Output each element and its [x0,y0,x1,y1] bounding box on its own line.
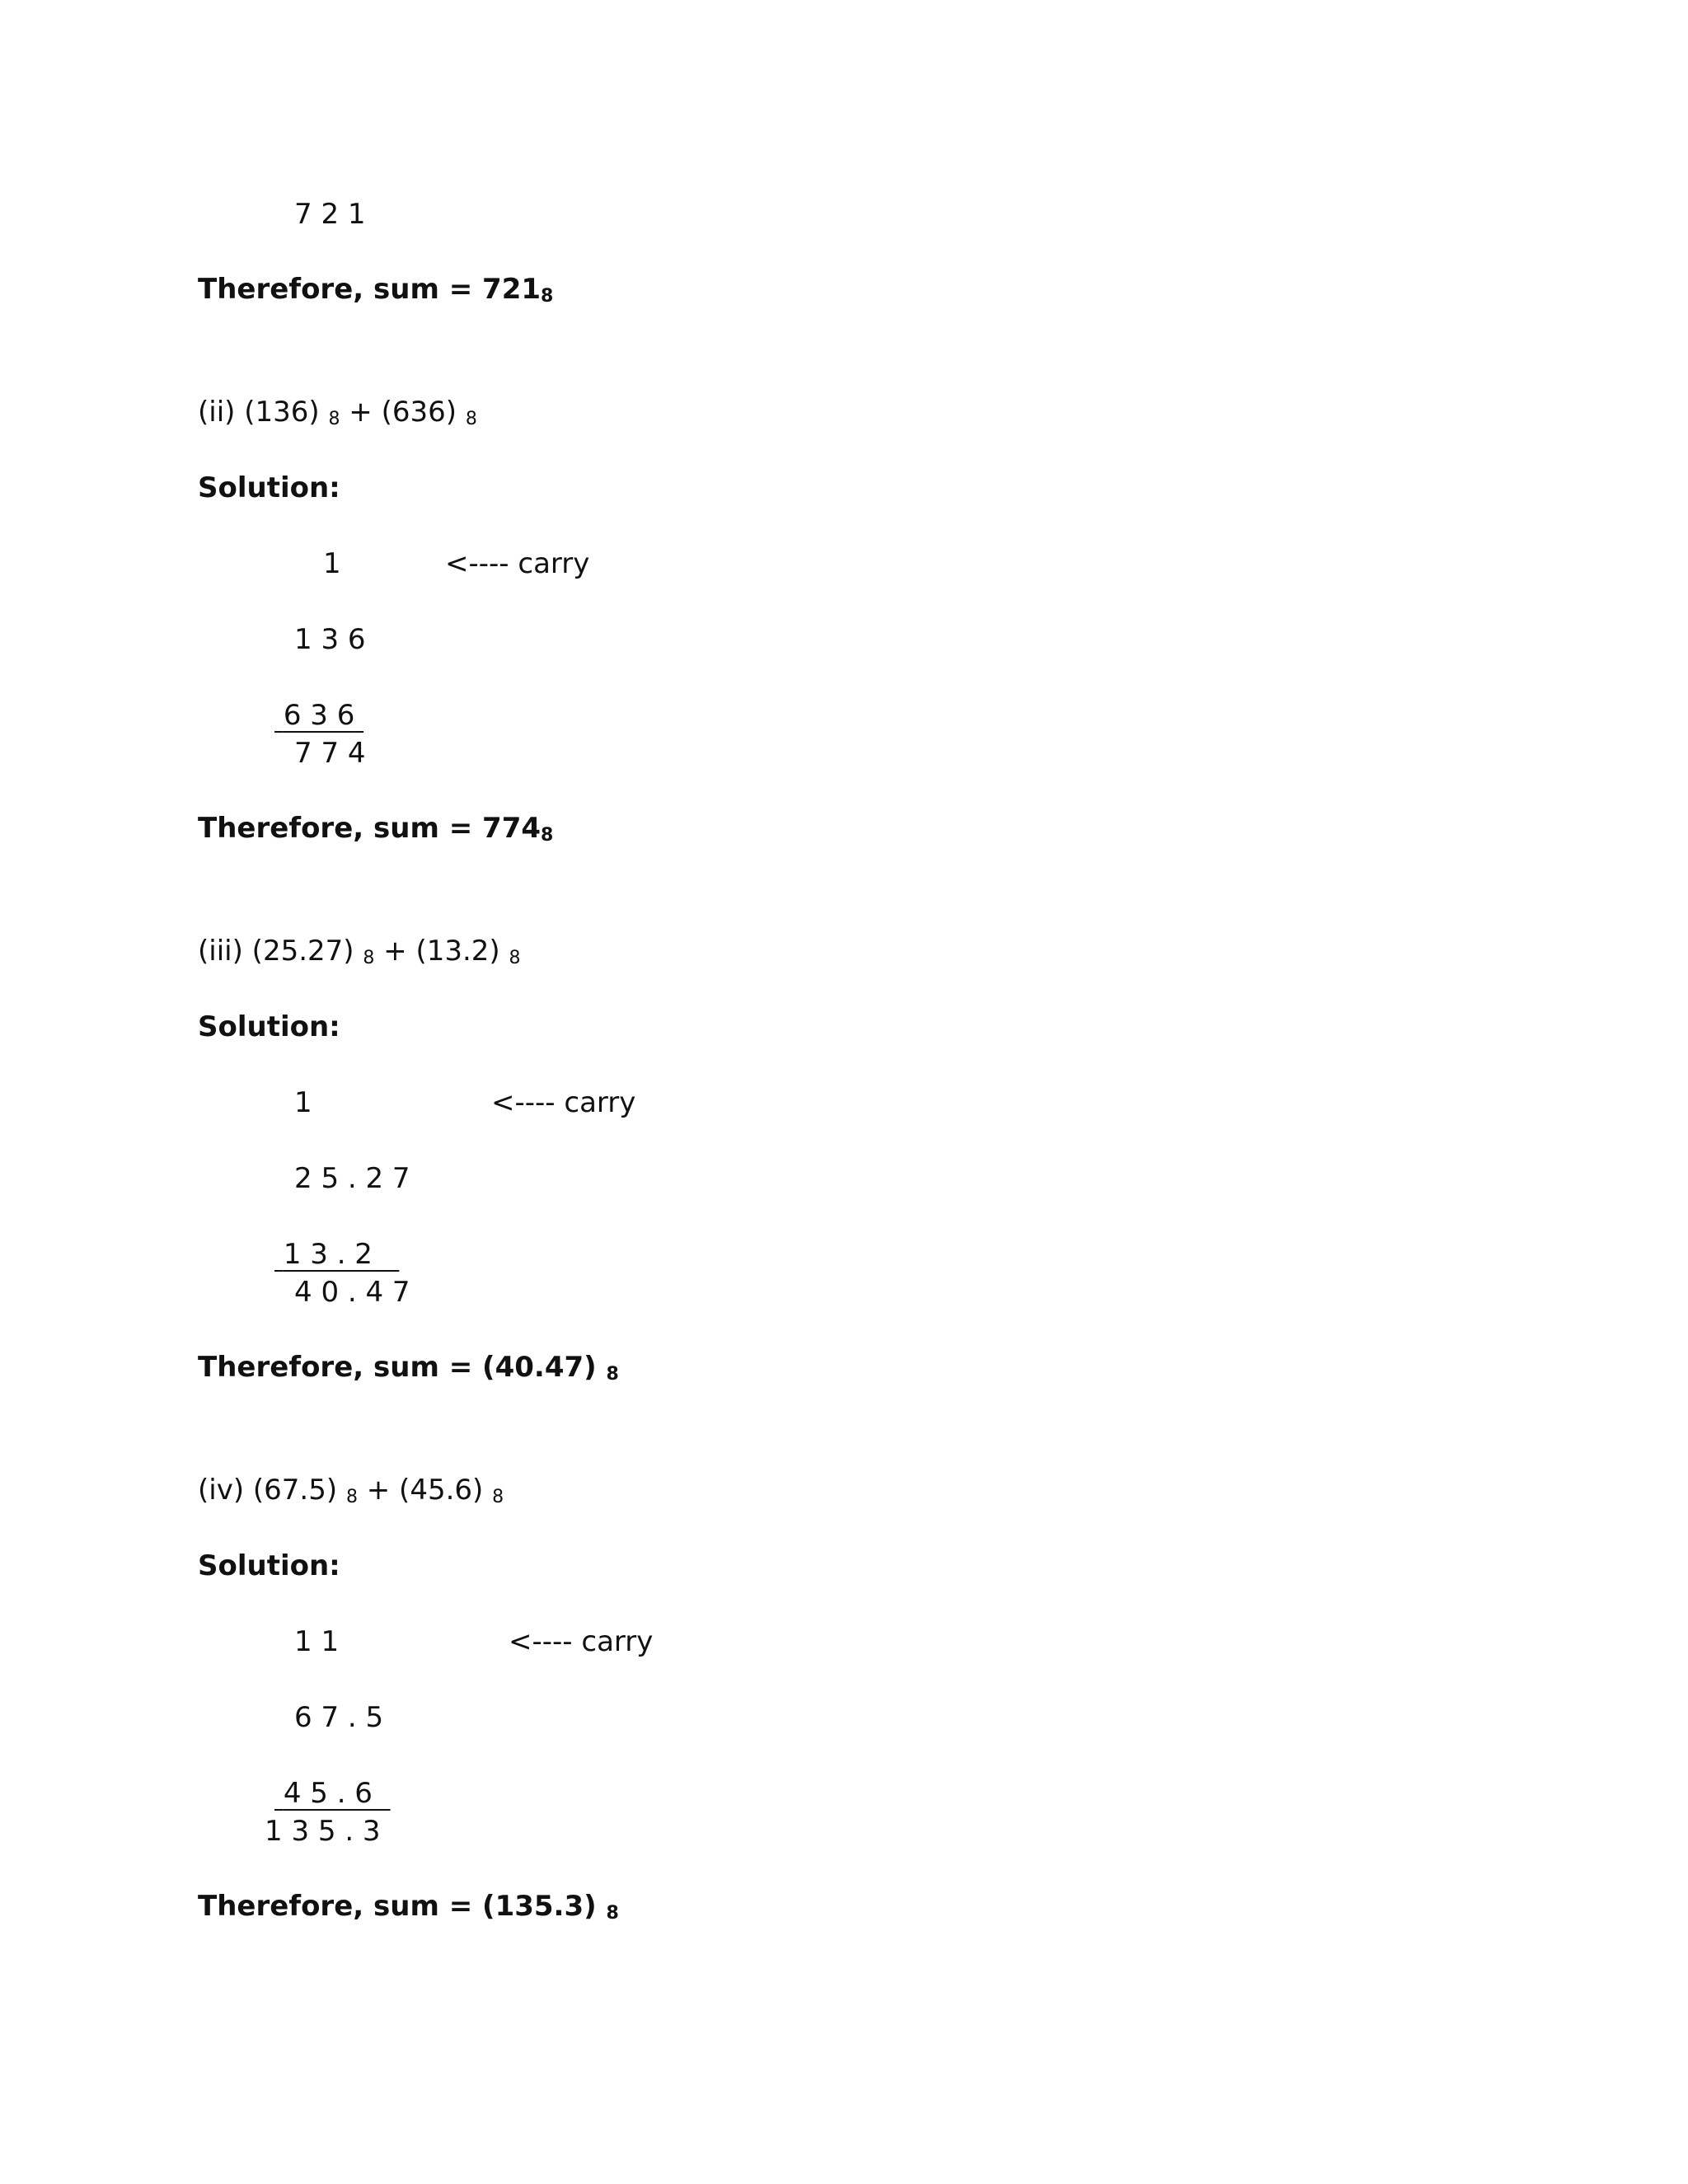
addend-row-2-text: 4 5 . 6 [283,1777,373,1810]
problem-heading-iv [198,1474,504,1514]
base-subscript: 8 [492,1487,504,1507]
carry-digits-ii: 1 [323,547,341,580]
addend-row-2-iv [274,1777,391,1810]
carry-digits-iv: 1 1 [294,1625,340,1658]
addend-row-1-iii: 2 5 . 2 7 [294,1162,410,1195]
sum-result-iv: 1 3 5 . 3 [265,1815,381,1848]
operand-2: + (13.2) [383,935,500,968]
operand-1: (iii) (25.27) [198,935,354,968]
base-subscript: 8 [541,825,554,846]
carry-label-iv: <---- carry [509,1625,654,1658]
base-subscript: 8 [509,948,521,968]
conclusion-i [198,273,553,313]
base-subscript: 8 [606,1903,619,1924]
carry-digits-iii: 1 [294,1086,312,1119]
problem-heading-iii [198,935,521,975]
addend-row-2-iii [274,1238,399,1271]
addend-row-1-ii: 1 3 6 [294,623,366,656]
base-subscript: 8 [363,948,375,968]
conclusion-iv [198,1890,619,1930]
conclusion-ii [198,812,553,852]
base-subscript: 8 [541,286,554,307]
problem-heading-ii [198,396,477,436]
base-subscript: 8 [465,409,477,429]
operand-2: + (636) [349,396,457,429]
operand-2: + (45.6) [366,1474,484,1507]
operand-1: (iv) (67.5) [198,1474,338,1507]
sum-result-iii: 4 0 . 4 7 [294,1276,410,1309]
base-subscript: 8 [328,409,340,429]
addend-row-1-iv: 6 7 . 5 [294,1701,384,1734]
solution-label-iv: Solution: [198,1549,340,1582]
addend-row-2-text: 6 3 6 [283,699,355,732]
sum-result-i: 7 2 1 [294,198,366,231]
operand-1: (ii) (136) [198,396,320,429]
solution-label-ii: Solution: [198,471,340,504]
carry-label-iii: <---- carry [491,1086,636,1119]
conclusion-text: Therefore, sum = (40.47) [198,1351,597,1384]
addend-row-2-ii [274,699,363,732]
base-subscript: 8 [606,1364,619,1385]
carry-label-ii: <---- carry [445,547,590,580]
conclusion-text: Therefore, sum = (135.3) [198,1890,597,1923]
solution-label-iii: Solution: [198,1010,340,1043]
conclusion-text: Therefore, sum = 721 [198,273,542,306]
sum-result-ii: 7 7 4 [294,737,366,770]
conclusion-iii [198,1351,619,1391]
addend-row-2-text: 1 3 . 2 [283,1238,373,1271]
conclusion-text: Therefore, sum = 774 [198,812,542,845]
base-subscript: 8 [345,1487,358,1507]
